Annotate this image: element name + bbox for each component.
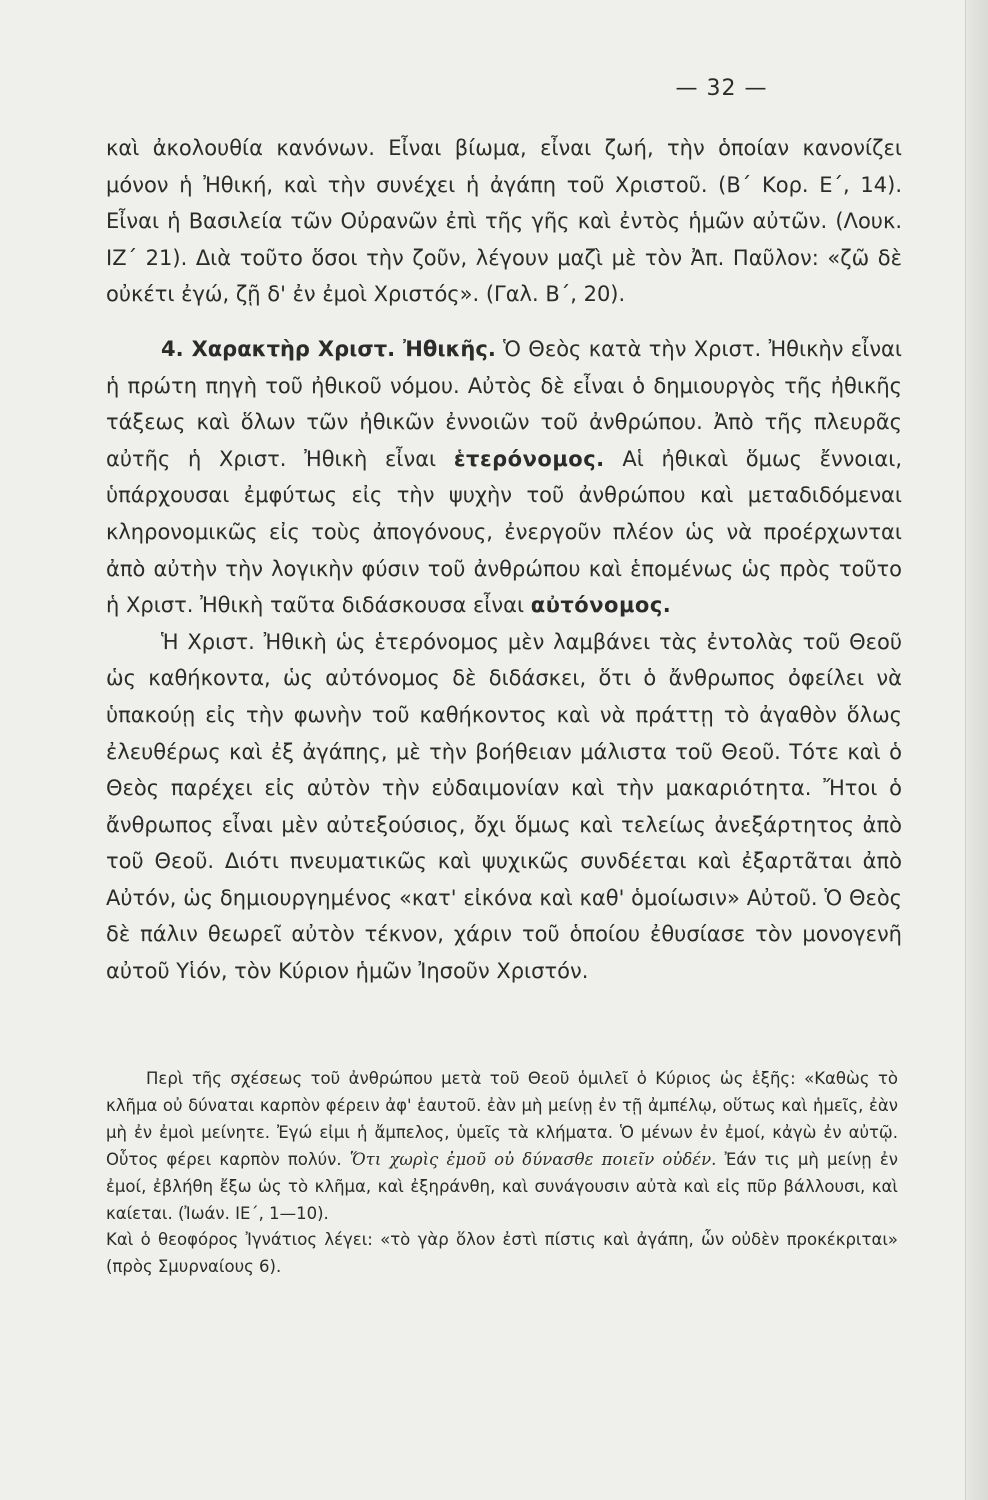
page-number: — 32 — bbox=[675, 76, 768, 101]
footnote-text-a: Περὶ τῆς σχέσεως τοῦ ἀνθρώπου μετὰ τοῦ Θεοῦ ὁμιλεῖ ὁ Κύριος ὡς ἑξῆς: «Καθὼς τὸ κλῆμα οὐ δύναται καρπὸν φέρειν ἀφ' ἑαυτοῦ. ἐὰν μὴ μείνῃ ἐν τῇ ἀμπέλῳ, οὕτως καὶ ἡμεῖς, ἐὰν μὴ ἐν ἐμοὶ μείνητε. Ἐγώ εἰμι ἡ ἄμπελος, ὑμεῖς τὰ κλήματα. Ὁ μένων ἐν ἐμοί, κἀγὼ ἐν αὐτῷ. Οὗτος φέρει καρπὸν πολύν. bbox=[106, 1069, 898, 1169]
footnote-paragraph-2: Καὶ ὁ θεοφόρος Ἰγνάτιος λέγει: «τὸ γὰρ ὅλον ἐστὶ πίστις καὶ ἀγάπη, ὧν οὐδὲν προκέκριται» (πρὸς Σμυρναίους 6). bbox=[106, 1230, 898, 1277]
paragraph-3: Ἡ Χριστ. Ἠθικὴ ὡς ἑτερόνομος μὲν λαμβάνει τὰς ἐντολὰς τοῦ Θεοῦ ὡς καθήκοντα, ὡς αὐτόνομος δὲ διδάσκει, ὅτι ὁ ἄνθρωπος ὀφείλει νὰ ὑπακούῃ εἰς τὴν φωνὴν τοῦ καθήκοντος καὶ νὰ πράττῃ τὸ ἀγαθὸν ὅλως ἐλευθέρως καὶ ἐξ ἀγάπης, μὲ τὴν βοήθειαν μάλιστα τοῦ Θεοῦ. Τότε καὶ ὁ Θεὸς παρέχει εἰς αὐτὸν τὴν εὐδαιμονίαν καὶ τὴν μακαριότητα. Ἤτοι ὁ ἄνθρωπος εἶναι μὲν αὐτεξούσιος, ὄχι ὅμως καὶ τελείως ἀνεξάρτητος ἀπὸ τοῦ Θεοῦ. Διότι πνευματικῶς καὶ ψυχικῶς συνδέεται καὶ ἐξαρτᾶται ἀπὸ Αὐτόν, ὡς δημιουργημένος «κατ' εἰκόνα καὶ καθ' ὁμοίωσιν» Αὐτοῦ. Ὁ Θεὸς δὲ πάλιν θεωρεῖ αὐτὸν τέκνον, χάριν τοῦ ὁποίου ἐθυσίασε τὸν μονογενῆ αὐτοῦ Υἱόν, τὸν Κύριον ἡμῶν Ἰησοῦν Χριστόν. bbox=[106, 629, 902, 984]
footnote-quote: Ὅτι χωρὶς ἐμοῦ οὐ δύνασθε ποιεῖν οὐδέν. bbox=[349, 1149, 717, 1169]
paragraph-1: καὶ ἀκολουθία κανόνων. Εἶναι βίωμα, εἶναι ζωή, τὴν ὁποίαν κανονίζει μόνον ἡ Ἠθική, καὶ τὴν συνέχει ἡ ἀγάπη τοῦ Χριστοῦ. (Β΄ Κορ. Ε΄, 14). Εἶναι ἡ Βασιλεία τῶν Οὐρανῶν ἐπὶ τῆς γῆς καὶ ἐντὸς ἡμῶν αὐτῶν. (Λουκ. ΙΖ΄ 21). Διὰ τοῦτο ὅσοι τὴν ζοῦν, λέγουν μαζὶ μὲ τὸν Ἀπ. Παῦλον: «ζῶ δὲ οὐκέτι ἐγώ, ζῇ δ' ἐν ἐμοὶ Χριστός». (Γαλ. Β΄, 20). bbox=[106, 136, 902, 307]
paragraph-2 bbox=[106, 331, 902, 624]
footnote-text-b: Ἐάν τις μὴ μείνῃ ἐν ἐμοί, ἐβλήθη ἔξω ὡς τὸ κλῆμα, καὶ ἐξηράνθη, καὶ συνάγουσιν αὐτὰ καὶ εἰς πῦρ βάλλουσι, καὶ καίεται. (Ἰωάν. ΙΕ΄, 1—10). bbox=[106, 1149, 898, 1223]
section-text-a: Ὁ Θεὸς κατὰ τὴν Χριστ. Ἠθικὴν εἶναι ἡ πρώτη πηγὴ τοῦ ἠθικοῦ νόμου. Αὐτὸς δὲ εἶναι ὁ δημιουργὸς τῆς ἠθικῆς τάξεως καὶ ὅλων τῶν ἠθικῶν ἐννοιῶν τοῦ ἀνθρώπου. Ἀπὸ τῆς πλευρᾶς αὐτῆς ἡ Χριστ. Ἠθικὴ εἶναι bbox=[106, 336, 902, 471]
term-autonomous: αὐτόνομος. bbox=[530, 593, 672, 618]
main-text bbox=[106, 130, 902, 990]
page-edge bbox=[965, 0, 988, 1500]
footnote-paragraph-1 bbox=[106, 1066, 898, 1227]
section-heading: 4. Χαρακτὴρ Χριστ. Ἠθικῆς. bbox=[161, 336, 496, 361]
term-heteronomous: ἑτερόνομος. bbox=[453, 446, 605, 471]
footnote bbox=[106, 1066, 898, 1281]
section-text-b: Αἱ ἠθικαὶ ὅμως ἔννοιαι, ὑπάρχουσαι ἐμφύτως εἰς τὴν ψυχὴν τοῦ ἀνθρώπου καὶ μεταδιδόμεναι κληρονομικῶς εἰς τοὺς ἀπογόνους, ἐνεργοῦν πλέον ὡς νὰ προέρχωνται ἀπὸ αὐτὴν τὴν λογικὴν φύσιν τοῦ ἀνθρώπου καὶ ἑπομένως ὡς πρὸς τοῦτο ἡ Χριστ. Ἠθικὴ ταῦτα διδάσκουσα εἶναι bbox=[106, 446, 902, 618]
